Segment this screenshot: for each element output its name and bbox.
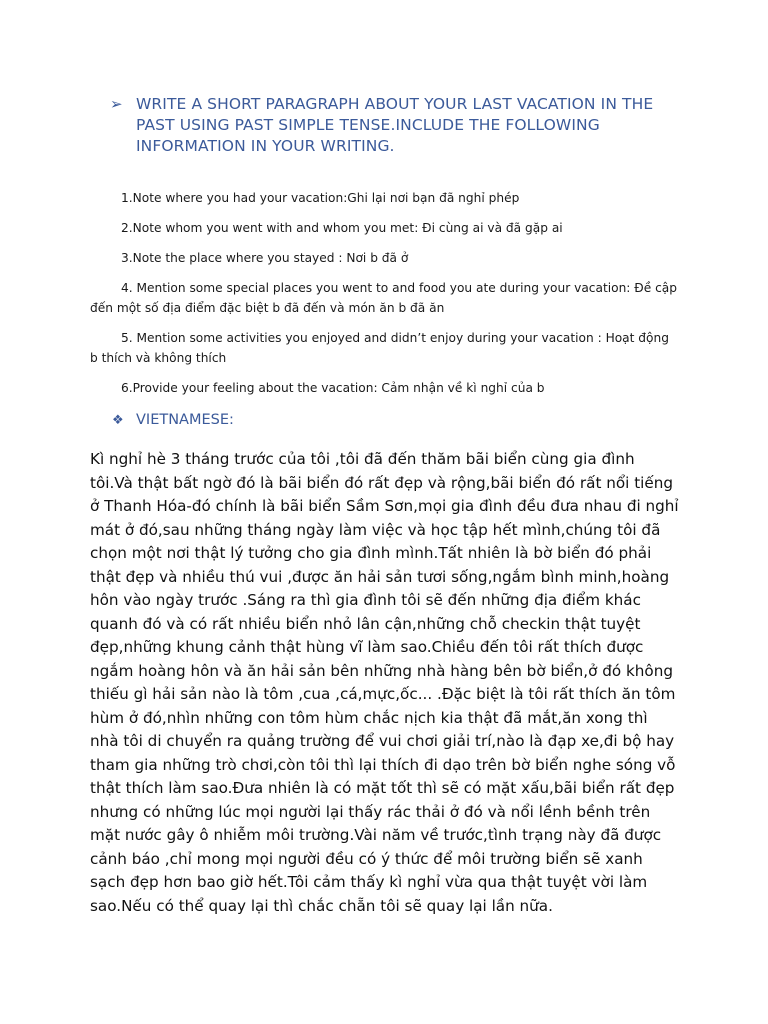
section-heading [112,412,234,428]
task-list [90,188,680,408]
task-item-2: 2.Note whom you went with and whom you met: Đi cùng ai và đã gặp ai [121,221,563,235]
diamond-bullet-icon: ❖ [112,412,124,428]
task-item-6: 6.Provide your feeling about the vacation: Cảm nhận về kì nghỉ của b [121,381,545,395]
arrow-bullet-icon: ➢ [110,95,123,113]
vietnamese-paragraph: Kì nghỉ hè 3 tháng trước của tôi ,tôi đã đến thăm bãi biển cùng gia đình tôi.Và thật bất ngờ đó là bãi biển đó rất đẹp và rộng,bãi biển đó rất nổi tiếng ở Thanh Hóa-đó chính là bãi biển Sầm Sơn,mọi gia đình đều đưa nhau đi nghỉ mát ở đó,sau những tháng ngày làm việc và học tập hết mình,chúng tôi đã chọn một nơi thật lý tưởng cho gia đình mình.Tất nhiên là bờ biển đó phải thật đẹp và nhiều thú vui ,được ăn hải sản tươi sống,ngắm bình minh,hoàng hôn vào ngày trước .Sáng ra thì gia đình tôi sẽ đến những địa điểm khác quanh đó và có rất nhiều biển nhỏ lân cận,những chỗ checkin thật tuyệt đẹp,những khung cảnh thật hùng vĩ làm sao.Chiều đến tôi rất thích được ngắm hoàng hôn và ăn hải sản bên những nhà hàng bên bờ biển,ở đó không thiếu gì hải sản nào là tôm ,cua ,cá,mực,ốc... .Đặc biệt là tôi rất thích ăn tôm hùm ở đó,nhìn những con tôm hùm chắc nịch kia thật đã mắt,ăn xong thì nhà tôi di chuyển ra quảng trường để vui chơi giải trí,nào là đạp xe,đi bộ hay tham gia những trò chơi,còn tôi thì lại thích đi dạo trên bờ biển nghe sóng vỗ thật thích làm sao.Đưa nhiên là có mặt tốt thì sẽ có mặt xấu,bãi biển rất đẹp nhưng có những lúc mọi người lại thấy rác thải ở đó và nổi lềnh bềnh trên mặt nước gây ô nhiễm môi trường.Vài năm về trước,tình trạng này đã được cảnh báo ,chỉ mong mọi người đều có ý thức để môi trường biển sẽ xanh sạch đẹp hơn bao giờ hết.Tôi cảm thấy kì nghỉ vừa qua thật tuyệt vời làm sao.Nếu có thể quay lại thì chắc chẵn tôi sẽ quay lại lần nữa. [90,450,679,915]
task-item-1: 1.Note where you had your vacation:Ghi lại nơi bạn đã nghỉ phép [121,191,520,205]
task-item-3: 3.Note the place where you stayed : Nơi b đã ở [121,251,409,265]
task-item-4: 4. Mention some special places you went to and food you ate during your vacation: Đề cập đến một số địa điểm đặc biệt b đã đến và món ăn b đã ăn [90,281,678,315]
assignment-heading-text: WRITE A SHORT PARAGRAPH ABOUT YOUR LAST VACATION IN THE PAST USING PAST SIMPLE TENSE.INCLUDE THE FOLLOWING INFORMATION IN YOUR WRITING. [136,95,654,155]
assignment-heading [110,94,690,157]
task-item-5: 5. Mention some activities you enjoyed and didn’t enjoy during your vacation : Hoạt động b thích và không thích [90,331,669,365]
section-title: VIETNAMESE: [136,412,234,428]
